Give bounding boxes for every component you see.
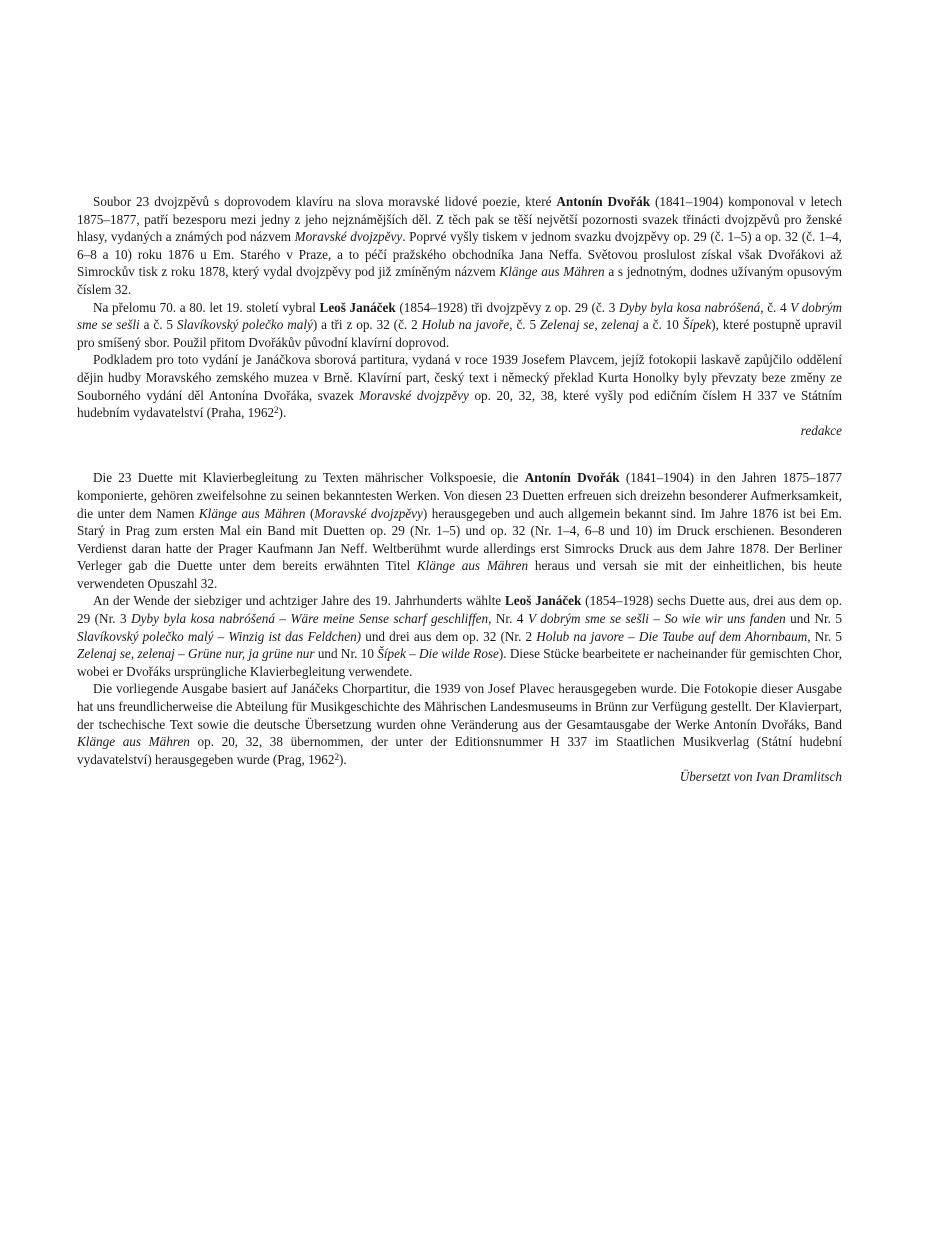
text-run: , Nr. 4 [488,611,528,627]
text-run: heraus und versah sie mit der einheitlichen, bis heute verwendeten Opuszahl 32. [77,558,842,591]
italic-title: Slavíkovský polečko malý – Winzig ist das Feldchen) [77,628,362,644]
italic-title: Klänge aus Mähren [416,558,529,574]
italic-title: Klänge aus Mähren [77,734,190,750]
german-paragraph-3 [77,680,842,768]
text-run: An der Wende der siebziger und achtziger Jahre des 19. Jahrhunderts wählte [93,593,505,609]
italic-title: Holub na javore – Die Taube auf dem Ahornbaum [536,628,808,644]
text-run: , č. 5 [509,317,540,333]
text-run: ) a tři z op. 32 (č. 2 [312,317,422,333]
text-run: , Nr. 5 [807,628,842,644]
text-run: a č. 5 [139,317,177,333]
preface-page [77,193,842,786]
text-run: a č. 10 [638,317,683,333]
text-run: op. 20, 32, 38, které vyšly pod edičním číslem H 337 ve Státním hudebním vydavatelství (Praha, 1962 [77,387,842,421]
italic-title: Moravské dvojzpěvy [314,505,423,521]
german-paragraph-2 [77,592,842,680]
text-run: Die vorliegende Ausgabe basiert auf Janáčeks Chorpartitur, die 1939 von Josef Plavec herausgegeben wurde. Die Fotokopie dieser Ausgabe hat uns freundlicherweise die Abteilung für Musikgeschichte des Mährischen Landesmuseums in Brünn zur Verfügung gestellt. Der Klavierpart, der tschechische Text sowie die deutsche Übersetzung wurden ohne Veränderung aus der Gesamtausgabe der Werke Antonín Dvořáks, Band [77,681,842,732]
text-run: ) herausgegeben und auch allgemein bekannt sind. Im Jahre 1876 ist bei Em. Starý in Prag zum ersten Mal ein Band mit Duetten op. 29 (Nr. 1–5) und op. 32 (Nr. 1–4, 6–8 und 10) im Druck erschienen. Besonderen Verdienst daran hatte der Prager Kaufmann Jan Neff. Weltberühmt wurde allerdings erst Simrocks Druck aus dem Jahre 1878. Der Berliner Verleger gab die Duette unter dem bereits erwähnten Titel [77,505,842,574]
czech-paragraph-3 [77,351,842,421]
bold-name: Leoš Janáček [504,593,582,609]
czech-preface [77,193,842,439]
italic-title: Šípek [682,317,712,333]
italic-title: Moravské dvojzpěvy [359,387,469,403]
italic-title: Klänge aus Mähren [198,505,306,521]
edition-superscript: 2 [274,405,279,416]
text-run: und drei aus dem op. 32 (Nr. 2 [361,628,537,644]
text-run: Podkladem pro toto vydání je Janáčkova sborová partitura, vydaná v roce 1939 Josefem Plavcem, jejíž fotokopii laskavě zapůjčilo oddělení dějin hudby Moravského zemského muzea v Brně. Klavírní part, český text i německý překlad Kurta Honolky byly převzaty beze změny ze Souborného vydání děl Antonína Dvořáka, svazek [77,352,842,403]
bold-name: Antonín Dvořák [556,194,651,209]
italic-title: Holub na javoře [421,317,510,333]
text-run: ). [338,751,347,767]
text-run: Na přelomu 70. a 80. let 19. století vybral [93,299,320,315]
text-run: . Poprvé vyšly tiskem v jednom svazku dvojzpěvy op. 29 (č. 1–5) a op. 32 (č. 1–4, 6–8 a 10) roku 1876 u Em. Starého v Praze, a to péčí pražského obchodníka Jana Neffa. Světovou proslulost získal však Dvořákovi až Simrockův tisk z roku 1878, který vydal dvojzpěvy pod již zmíněným názvem [77,229,842,280]
text-run: Die 23 Duette mit Klavierbegleitung zu Texten mährischer Volkspoesie, die [93,470,525,486]
text-run: und Nr. 10 [314,646,378,662]
bold-name: Antonín Dvořák [524,470,620,486]
czech-signature: redakce [800,422,842,438]
italic-title: Dyby byla kosa nabróšená – Wäre meine Sense scharf geschliffen [131,611,489,627]
german-signature: Übersetzt von Ivan Dramlitsch [679,769,842,785]
text-run: a s jednotným, dodnes užívaným opusovým číslem 32. [77,264,842,297]
italic-title: Klänge aus Mähren [499,264,605,280]
text-run: (1854–1928) tři dvojzpěvy z op. 29 (č. 3 [395,299,619,315]
text-run: ), které postupně upravil pro smíšený sbor. Použil přitom Dvořákův původní klavírní doprovod. [77,317,842,350]
edition-superscript: 2 [334,751,339,762]
italic-title: V dobrým sme se sešli – So wie wir uns fanden [527,611,786,627]
text-run: Soubor 23 dvojzpěvů s doprovodem klavíru na slova moravské lidové poezie, které [93,194,557,209]
german-paragraph-1 [77,469,842,592]
italic-title: Dyby byla kosa nabróšená [618,299,761,315]
text-run: ). [278,405,287,421]
text-run: (1854–1928) sechs Duette aus, drei aus dem op. 29 (Nr. 3 [77,593,842,627]
text-run: op. 20, 32, 38 übernommen, der unter der Editionsnummer H 337 im Staatlichen Musikverlag (Státní hudební vydavatelství) herausgegeben wurde (Prag, 1962 [77,734,842,767]
text-run: ( [305,505,315,521]
text-run: ). Diese Stücke bearbeitete er nacheinander für gemischten Chor, wobei er Dvořáks ursprüngliche Klavierbegleitung verwendete. [77,646,842,679]
italic-title: Šípek – Die wilde Rose [377,646,499,662]
section-gap [77,439,842,469]
italic-title: Slavíkovský polečko malý [176,317,313,333]
text-run: und Nr. 5 [785,611,843,627]
text-run: , č. 4 [760,299,791,315]
italic-title: Zelenaj se, zelenaj [539,317,639,333]
czech-paragraph-1 [77,193,842,299]
text-run: (1841–1904) in den Jahren 1875–1877 komponierte, gehören zweifelsohne zu seinen bekanntesten Werken. Von diesen 23 Duetten erfreuen sich dreizehn besonderer Aufmerksamkeit, die unter dem Namen [77,470,843,521]
italic-title: V dobrým sme se sešli [77,299,843,333]
czech-paragraph-2 [77,299,842,352]
italic-title: Zelenaj se, zelenaj – Grüne nur, ja grüne nur [77,646,315,662]
german-preface [77,469,842,786]
italic-title: Moravské dvojzpěvy [294,229,403,245]
text-run: (1841–1904) komponoval v letech 1875–1877, patří bezesporu mezi jedny z jeho nejznámějších děl. Z těch pak se těší největší pozornosti svazek třinácti dvojzpěvů pro ženské hlasy, vydaných a známých pod názvem [77,194,842,245]
bold-name: Leoš Janáček [319,299,396,315]
